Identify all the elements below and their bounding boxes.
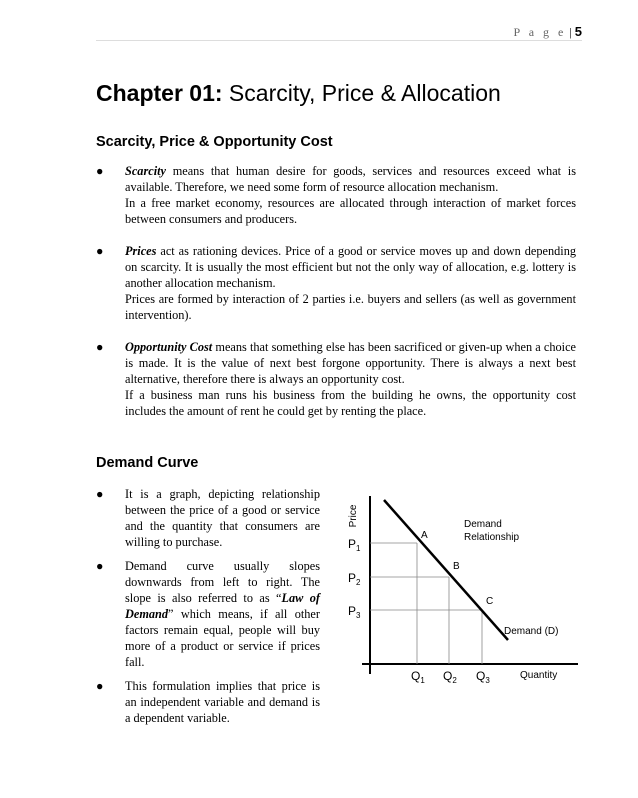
bullet-scarcity-line1: Scarcity means that human desire for goods, services and resources exceed what is available. Therefore, we need some form of resource allocation mechanism. [125, 164, 576, 194]
price-tick-label: $P_1$ [348, 537, 361, 553]
page-separator: | [566, 25, 575, 39]
bullet-dot-icon: ● [96, 164, 104, 178]
scarcity-bullet-list [96, 163, 576, 419]
keyword-opportunity-cost: Opportunity Cost [125, 340, 213, 354]
bullet-opportunity-line2: If a business man runs his business from the building he owns, the opportunity cost includes the amount of rent he could get by renting the place. [125, 388, 576, 418]
bullet-graph-definition: ● It is a graph, depicting relationship between the price of a good or service and the quantity that consumers are willing to purchase. [96, 487, 320, 549]
point-label-a: A [421, 530, 428, 541]
bullet-prices [96, 243, 576, 323]
keyword-scarcity: Scarcity [125, 164, 166, 178]
bullet-scarcity [96, 163, 576, 227]
page-word: P a g e [513, 25, 567, 39]
bullet-scarcity-line2: In a free market economy, resources are allocated through interaction of market forces between consumers and producers. [125, 196, 576, 226]
chart-xlabel: Quantity [520, 670, 558, 681]
point-label-c: C [486, 596, 494, 607]
curve-label: Demand (D) [504, 626, 559, 637]
section-heading-scarcity: Scarcity, Price & Opportunity Cost [96, 134, 333, 150]
price-tick-label: $P_2$ [348, 571, 361, 587]
bullet-independent-variable: ● This formulation implies that price is an independent variable and demand is a dependent variable. [96, 679, 320, 725]
chart-annotation-line1: Demand [464, 519, 502, 530]
page-number: 5 [574, 24, 582, 39]
keyword-prices: Prices [125, 244, 157, 258]
bullet-dot-icon: ● [96, 679, 104, 693]
price-tick-label: $P_3$ [348, 604, 361, 620]
chapter-title [96, 80, 501, 107]
bullet-prices-line2: Prices are formed by interaction of 2 parties i.e. buyers and sellers (as well as government intervention). [125, 292, 576, 322]
chapter-title-text: Scarcity, Price & Allocation [222, 80, 501, 106]
bullet-opportunity-cost [96, 339, 576, 419]
bullet-law-of-demand: ● Demand curve usually slopes downwards from left to right. The slope is also referred to as “Law of Demand” which means, if all other factors remain equal, people will buy more of a product or service if prices fall. [96, 559, 320, 669]
bullet-dot-icon: ● [96, 487, 104, 501]
keyword-law-of-demand: Law of Demand [125, 591, 320, 621]
section-heading-demand-curve: Demand Curve [96, 455, 199, 471]
quantity-tick-label: $Q_2$ [443, 669, 457, 685]
bullet-dot-icon: ● [96, 244, 104, 258]
page-header [513, 24, 582, 40]
bullet-dot-icon: ● [96, 340, 104, 354]
bullet-dot-icon: ● [96, 559, 104, 573]
point-label-b: B [453, 561, 460, 572]
demand-bullet-list [96, 486, 320, 726]
quantity-tick-label: $Q_3$ [476, 669, 490, 685]
bullet-opportunity-line1: Opportunity Cost means that something else has been sacrificed or given-up when a choice is made. It is the value of next best forgone opportunity. There is always a next best alternative, therefore there is always an opportunity cost. [125, 340, 576, 386]
chart-guides [370, 543, 482, 664]
bullet-prices-line1: Prices act as rationing devices. Price of a good or service moves up and down depending on scarcity. It is usually the most efficient but not the only way of allocation, e.g. lottery is another allocation mechanism. [125, 244, 576, 290]
demand-curve-chart [340, 482, 580, 697]
header-rule [96, 40, 582, 41]
quantity-tick-label: $Q_1$ [411, 669, 425, 685]
chapter-prefix: Chapter 01: [96, 80, 223, 106]
chart-annotation-line2: Relationship [464, 532, 520, 543]
chart-ylabel: Price [348, 504, 359, 528]
